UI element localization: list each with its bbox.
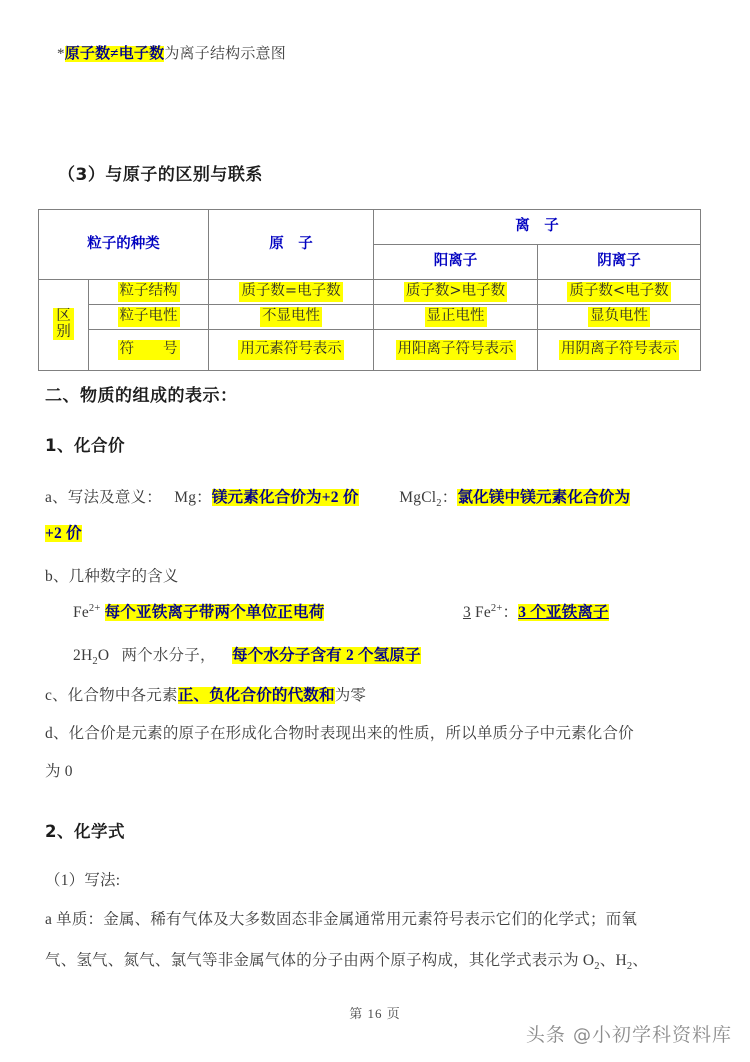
table-header-cation: 阳离子 bbox=[374, 245, 538, 280]
table-cell-row-label bbox=[89, 280, 209, 305]
valence-c-pre: c、化合物中各元素 bbox=[45, 687, 178, 704]
table-header-ion-group: 离 子 bbox=[374, 210, 701, 245]
cell-highlight: 粒子结构 bbox=[118, 282, 180, 302]
formula-paragraph-line-1: a 单质：金属、稀有气体及大多数固态非金属通常用元素符号表示它们的化学式；而氧 bbox=[45, 911, 638, 928]
comparison-table-wrapper bbox=[38, 209, 700, 371]
table-header-particle-type: 粒子的种类 bbox=[39, 210, 209, 280]
table-cell-atom bbox=[209, 330, 374, 371]
formula-fe-pre: Fe bbox=[73, 604, 89, 622]
table-cell-cation bbox=[374, 330, 538, 371]
valence-b2-highlight: 每个水分子含有 2 个氢原子 bbox=[231, 647, 421, 664]
formula-h2o-post: O bbox=[97, 647, 110, 664]
cell-highlight: 质子数<电子数 bbox=[567, 282, 670, 302]
cell-highlight: 符 号 bbox=[118, 340, 180, 360]
formula-2h2o bbox=[73, 647, 110, 668]
cell-highlight: 质子数=电子数 bbox=[239, 282, 342, 302]
valence-line-b1 bbox=[73, 601, 733, 625]
table-header-atom: 原 子 bbox=[209, 210, 374, 280]
valence-line-b2 bbox=[73, 644, 421, 670]
watermark-account: 小初学科资料库 bbox=[591, 1024, 732, 1046]
top-note bbox=[57, 43, 286, 66]
valence-b1-highlight: 每个亚铁离子带两个单位正电荷 bbox=[104, 604, 325, 622]
table-header-anion: 阴离子 bbox=[538, 245, 701, 280]
cell-highlight: 不显电性 bbox=[260, 307, 322, 327]
valence-c-highlight: 正、负化合价的代数和 bbox=[177, 687, 335, 704]
formula-fe-sup: 2+ bbox=[88, 603, 101, 614]
watermark-brand: 头条 bbox=[525, 1024, 566, 1046]
formula-para-pre: 气、氢气、氮气、氯气等非金属气体的分子由两个原子构成，其化学式表示为 O bbox=[45, 952, 595, 969]
table-cell-atom bbox=[209, 280, 374, 305]
valence-a-highlight-2-cont: +2 价 bbox=[45, 525, 82, 542]
row-group-label-text: 区 别 bbox=[53, 308, 74, 340]
heading-section-2: 二、物质的组成的表示： bbox=[45, 386, 238, 406]
formula-h2-sub: 2 bbox=[626, 961, 633, 973]
formula-para-mid: 、H bbox=[599, 952, 627, 969]
valence-line-b: b、几种数字的含义 bbox=[45, 568, 179, 585]
valence-a-formula-2 bbox=[399, 489, 458, 510]
table-cell-cation bbox=[374, 305, 538, 330]
table-header-row-1 bbox=[39, 210, 701, 245]
valence-line-d-cont: 为 0 bbox=[45, 763, 73, 780]
formula-mgcl2-pre: MgCl bbox=[399, 489, 437, 506]
table-row bbox=[39, 330, 701, 371]
table-row-group-label bbox=[39, 280, 89, 371]
formula-fe-pre: Fe bbox=[470, 604, 491, 622]
table-cell-row-label bbox=[89, 330, 209, 371]
valence-line-a-cont bbox=[45, 522, 82, 546]
cell-highlight: 用元素符号表示 bbox=[238, 340, 344, 360]
formula-fe-post: ： bbox=[502, 604, 519, 622]
table-row bbox=[39, 305, 701, 330]
watermark-at-icon: @ bbox=[572, 1025, 592, 1046]
particle-comparison-table bbox=[38, 209, 701, 371]
valence-line-a bbox=[45, 486, 710, 512]
valence-b2-text: 两个水分子， bbox=[121, 647, 216, 664]
watermark bbox=[526, 1020, 732, 1047]
heading-sub-1: 1、化合价 bbox=[45, 436, 125, 455]
formula-fe2plus bbox=[73, 604, 101, 621]
heading-sub-2: 2、化学式 bbox=[45, 822, 125, 841]
formula-paragraph-line-2 bbox=[45, 949, 715, 975]
valence-b1-right-count: 3 bbox=[462, 604, 471, 622]
formula-h2o-sub: 2 bbox=[92, 656, 98, 668]
table-row bbox=[39, 280, 701, 305]
cell-highlight: 粒子电性 bbox=[118, 307, 180, 327]
table-cell-anion bbox=[538, 305, 701, 330]
valence-b1-right-formula bbox=[471, 604, 518, 621]
table-cell-atom bbox=[209, 305, 374, 330]
formula-h2o-pre: 2H bbox=[73, 647, 93, 664]
formula-mgcl2-post: ： bbox=[441, 489, 458, 506]
heading-section-3: （3）与原子的区别与联系 bbox=[58, 165, 263, 185]
cell-highlight: 用阳离子符号表示 bbox=[396, 340, 516, 360]
cell-highlight: 显正电性 bbox=[425, 307, 487, 327]
formula-fe-sup: 2+ bbox=[490, 603, 503, 614]
table-cell-cation bbox=[374, 280, 538, 305]
valence-b1-right-highlight: 3 个亚铁离子 bbox=[518, 604, 609, 622]
valence-line-c bbox=[45, 684, 366, 708]
valence-a-highlight-2: 氯化镁中镁元素化合价为 bbox=[457, 489, 631, 506]
cell-highlight: 质子数>电子数 bbox=[404, 282, 507, 302]
formula-para-end: 、 bbox=[632, 952, 649, 969]
formula-writing-label: （1）写法: bbox=[45, 872, 121, 889]
valence-a-formula-1: Mg： bbox=[174, 489, 212, 506]
formula-mgcl2-sub: 2 bbox=[436, 498, 442, 510]
top-note-highlight: 原子数≠电子数 bbox=[64, 46, 165, 62]
top-note-rest: 为离子结构示意图 bbox=[164, 46, 286, 62]
table-cell-anion bbox=[538, 280, 701, 305]
valence-c-post: 为零 bbox=[334, 687, 367, 704]
valence-line-d: d、化合价是元素的原子在形成化合物时表现出来的性质，所以单质分子中元素化合价 bbox=[45, 725, 634, 742]
cell-highlight: 用阴离子符号表示 bbox=[559, 340, 679, 360]
page-number-footer: 第 16 页 bbox=[349, 1006, 401, 1021]
top-note-star: * bbox=[57, 46, 65, 62]
valence-a-label: a、写法及意义： bbox=[45, 489, 162, 506]
cell-highlight: 显负电性 bbox=[588, 307, 650, 327]
valence-a-highlight-1: 镁元素化合价为+2 价 bbox=[211, 489, 359, 506]
formula-o2-sub: 2 bbox=[594, 961, 600, 973]
table-cell-anion bbox=[538, 330, 701, 371]
table-cell-row-label bbox=[89, 305, 209, 330]
